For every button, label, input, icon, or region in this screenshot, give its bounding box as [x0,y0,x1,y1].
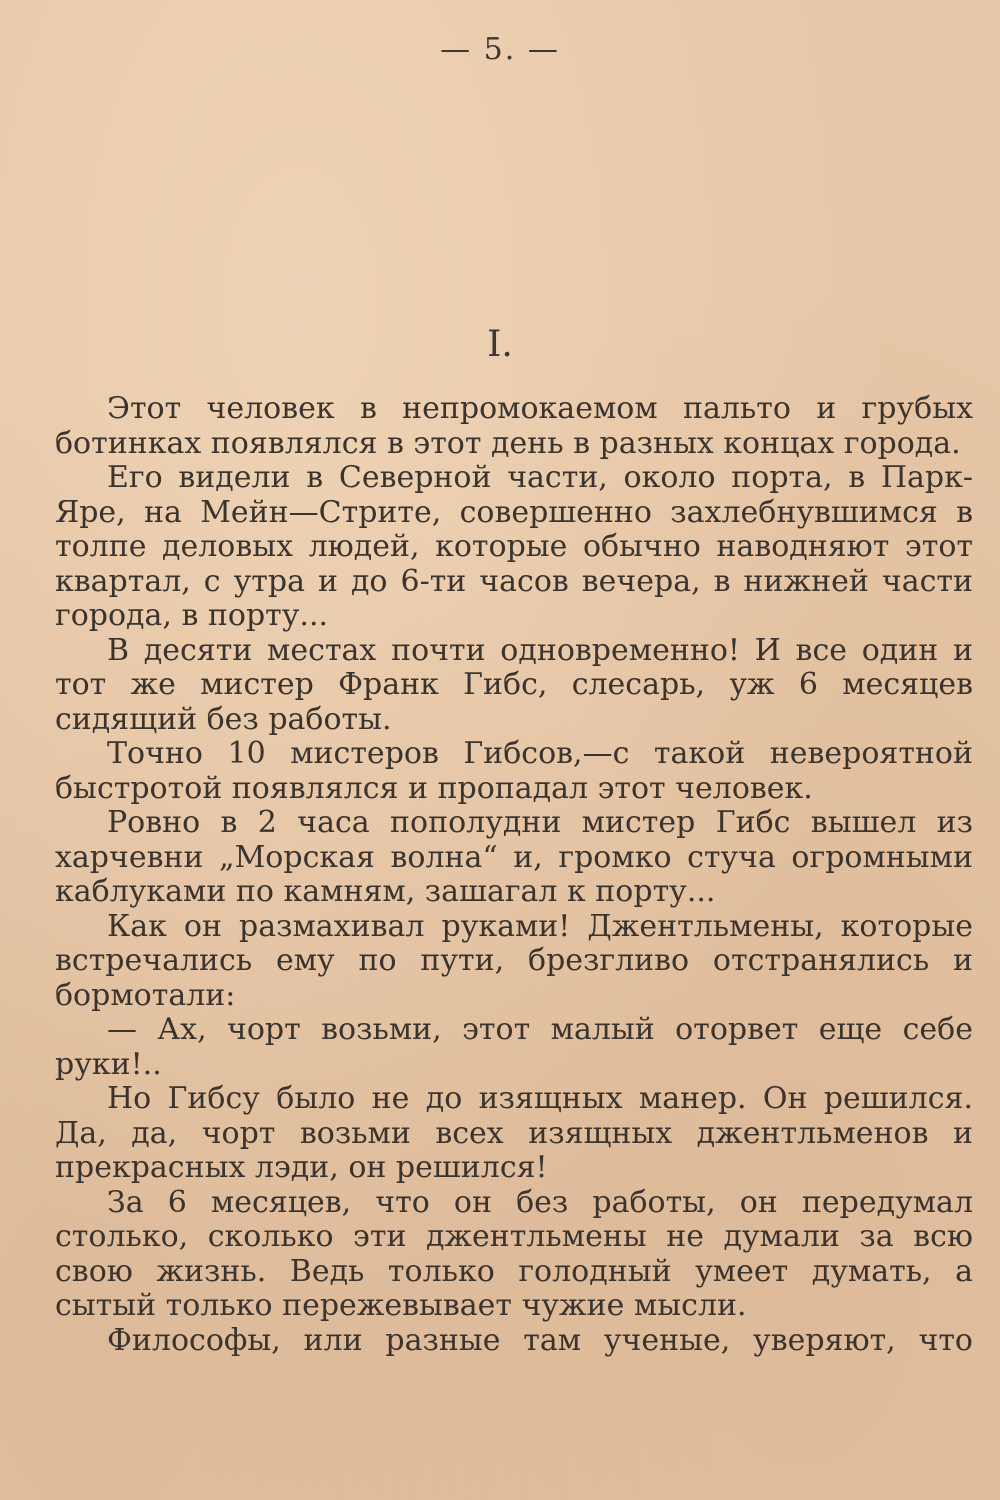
paragraph: Его видели в Северной части, около порта, в Парк-Яре, на Мейн—Стрите, совершенно захлебнувшимся в толпе деловых людей, которые обычно наводняют этот квартал, с утра и до 6-ти часов вечера, в нижней части города, в порту... [55,460,973,633]
paragraph: В десяти местах почти одновременно! И все один и тот же мистер Франк Гибс, слесарь, уж 6 месяцев сидящий без работы. [55,632,973,737]
chapter-heading: I. [487,324,513,365]
paragraph: Точно 10 мистеров Гибсов,—с такой невероятной быстротой появлялся и пропадал этот человек. [55,736,973,806]
paragraph: Философы, или разные там ученые, уверяют, что [107,1322,973,1358]
paragraph: За 6 месяцев, что он без работы, он передумал столько, сколько эти джентльмены не думали за всю свою жизнь. Ведь только голодный умеет думать, а сытый только пережевывает чужие мысли. [55,1184,973,1323]
paragraph: Этот человек в непромокаемом пальто и грубых ботинках появлялся в этот день в разных концах города. [55,391,973,461]
paragraph: Как он размахивал руками! Джентльмены, которые встречались ему по пути, брезгливо отстранялись и бормотали: [55,908,973,1013]
body-text [55,392,973,1358]
paragraph: — Ах, чорт возьми, этот малый оторвет еще себе руки!.. [55,1012,973,1082]
paragraph: Но Гибсу было не до изящных манер. Он решился. Да, да, чорт возьми всех изящных джентльменов и прекрасных лэди, он решился! [55,1081,973,1185]
page-number: — 5. — [440,32,560,67]
paragraph: Ровно в 2 часа пополудни мистер Гибс вышел из харчевни „Морская волна“ и, громко стуча огромными каблуками по камням, зашагал к порту... [55,805,973,909]
